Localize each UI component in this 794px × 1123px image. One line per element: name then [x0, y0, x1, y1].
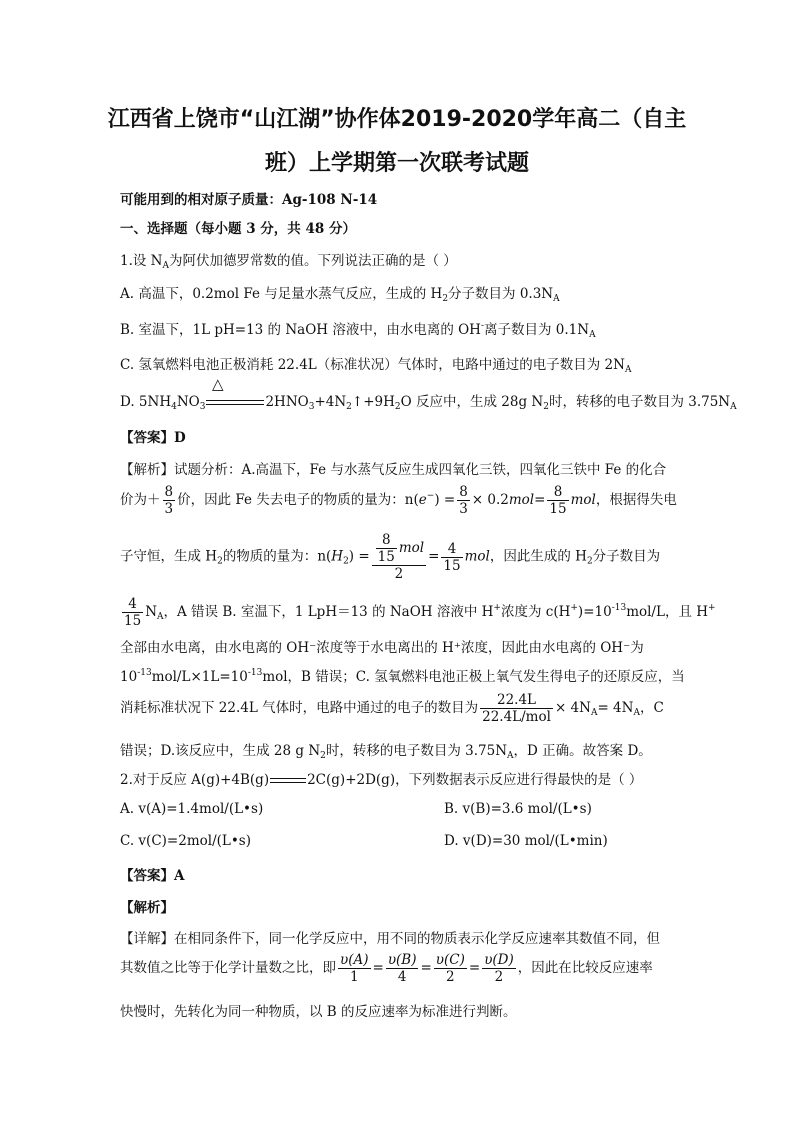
- question-1-answer: 【答案】D: [120, 430, 186, 446]
- title-line-2: 班）上学期第一次联考试题: [264, 151, 529, 176]
- fraction-8-15: $\frac{8}{15}$: [549, 484, 567, 517]
- ratio-a: $\frac{\upsilon(A)}{1}$: [340, 952, 369, 985]
- reaction-equals-sign: [206, 400, 264, 405]
- question-1-option-d: D. $5NH_4NO_3$ $2HNO_3+4N_2↑+9H_2O$ 反应中，生成 28g $N_2$时，转移的电子数目为 $3.75N_A$: [120, 394, 737, 412]
- fraction-8-3: $\frac{8}{3}$: [164, 484, 174, 517]
- question-1-option-c: C. 氢氧燃料电池正极消耗 22.4L（标准状况）气体时，电路中通过的电子数目为 $2N_A$: [120, 357, 632, 375]
- question-2-analysis-head: 【解析】: [120, 900, 174, 916]
- question-1-analysis-line-7: 消耗标准状况下 22.4L 气体时，电路中通过的电子的数目为 $\frac{22.4L}{\text{22.4L/mol}}$ × $4N_A= 4N_A$，C: [120, 692, 664, 725]
- question-1-analysis-line-4: $\frac{4}{15}$ $N_A$，A 错误 B. 室温下，1 LpH＝13 的 NaOH 溶液中 H+浓度为 $c(H^+)=10^{-13}mol/L$，且 H+: [124, 596, 716, 629]
- question-2-detail-line-1: 【详解】在相同条件下，同一化学反应中，用不同的物质表示化学反应速率其数值不同，但: [120, 931, 660, 947]
- question-1-analysis-line-8: 错误；D.该反应中，生成 28 g $N_2$时，转移的电子数目为 $3.75N_A$，D 正确。故答案 D。: [120, 743, 652, 761]
- question-1-option-a: A. 高温下，0.2mol Fe 与足量水蒸气反应，生成的 $H_2$分子数目为 $0.3N_A$: [120, 286, 560, 304]
- reaction-equals-sign-2: [270, 778, 306, 783]
- fraction-8-3-b: $\frac{8}{3}$: [459, 484, 468, 517]
- fraction-volume: $\frac{22.4L}{\text{22.4L/mol}}$: [482, 692, 551, 725]
- ratio-d: $\frac{\upsilon(D)}{2}$: [484, 952, 514, 985]
- question-2-detail-line-2: 其数值之比等于化学计量数之比，即 $\frac{\upsilon(A)}{1}$ = $\frac{\upsilon(B)}{4}$ = $\frac{\upsilon(C)}{2}$ = $\frac{\upsilon(D)}{2}$ ，因此在比较反应速率: [120, 952, 653, 985]
- document-title: [100, 98, 694, 186]
- question-1-analysis-line-5: 全部由水电离，由水电离的 OH⁻浓度等于水电离出的 H⁺浓度，因此由水电离的 OH⁻为: [120, 640, 644, 656]
- heating-delta-symbol: △: [212, 375, 224, 393]
- question-2-option-a: A. v(A)=1.4mol/(L•s): [120, 801, 264, 817]
- question-1-analysis-line-6: $10^{-13}mol/L\times 1L=10^{-13}mol$，B 错误；C. 氢氧燃料电池正极上氧气发生得电子的还原反应，当: [120, 668, 685, 685]
- fraction-4-15: $\frac{4}{15}$: [443, 540, 461, 574]
- question-2-option-d: D. v(D)=30 mol/(L•min): [444, 833, 608, 849]
- atomic-mass-note: 可能用到的相对原子质量：Ag-108 N-14: [120, 192, 378, 208]
- nested-fraction: $\frac{8}{15}$ mol 2: [372, 532, 426, 582]
- ratio-c: $\frac{\upsilon(C)}{2}$: [435, 952, 465, 985]
- question-2-stem: 2.对于反应 A(g)+4B(g) 2C(g)+2D(g)，下列数据表示反应进行得最快的是（ ）: [120, 772, 643, 788]
- question-2-option-c: C. v(C)=2mol/(L•s): [120, 833, 252, 849]
- question-2-answer: 【答案】A: [120, 868, 185, 884]
- ratio-b: $\frac{\upsilon(B)}{4}$: [387, 952, 417, 985]
- question-2-detail-line-3: 快慢时，先转化为同一种物质，以 B 的反应速率为标准进行判断。: [120, 1004, 517, 1020]
- title-line-1: 江西省上饶市“山江湖”协作体2019-2020学年高二（自主: [107, 107, 687, 132]
- question-1-analysis-line-2: 价为＋ $\frac{8}{3}$ 价，因此 Fe 失去电子的物质的量为：n(e−) = $\frac{8}{3}$ × 0.2mol= $\frac{8}{15}$ mol，根据得失电: [120, 484, 677, 517]
- question-1-analysis-line-3: 子守恒，生成 $H_2$的物质的量为：$n(H_2)$ = $\frac{8}{15}$ mol 2 = $\frac{4}{15}$ mol，因此生成的 $H_2$分子数目为: [120, 532, 661, 582]
- question-1-stem: 1.设 $N_A$为阿伏加德罗常数的值。下列说法正确的是（ ）: [120, 253, 457, 271]
- question-1-analysis-line-1: 【解析】试题分析：A.高温下，Fe 与水蒸气反应生成四氧化三铁，四氧化三铁中 Fe 的化合: [120, 462, 667, 478]
- section-heading: 一、选择题（每小题 3 分，共 48 分）: [120, 221, 356, 237]
- fraction-4-15-b: $\frac{4}{15}$: [124, 596, 142, 629]
- question-1-option-b: B. 室温下，1L pH=13 的 NaOH 溶液中，由水电离的 OH-离子数目为 $0.1N_A$: [120, 321, 596, 340]
- question-2-option-b: B. v(B)=3.6 mol/(L•s): [444, 801, 592, 817]
